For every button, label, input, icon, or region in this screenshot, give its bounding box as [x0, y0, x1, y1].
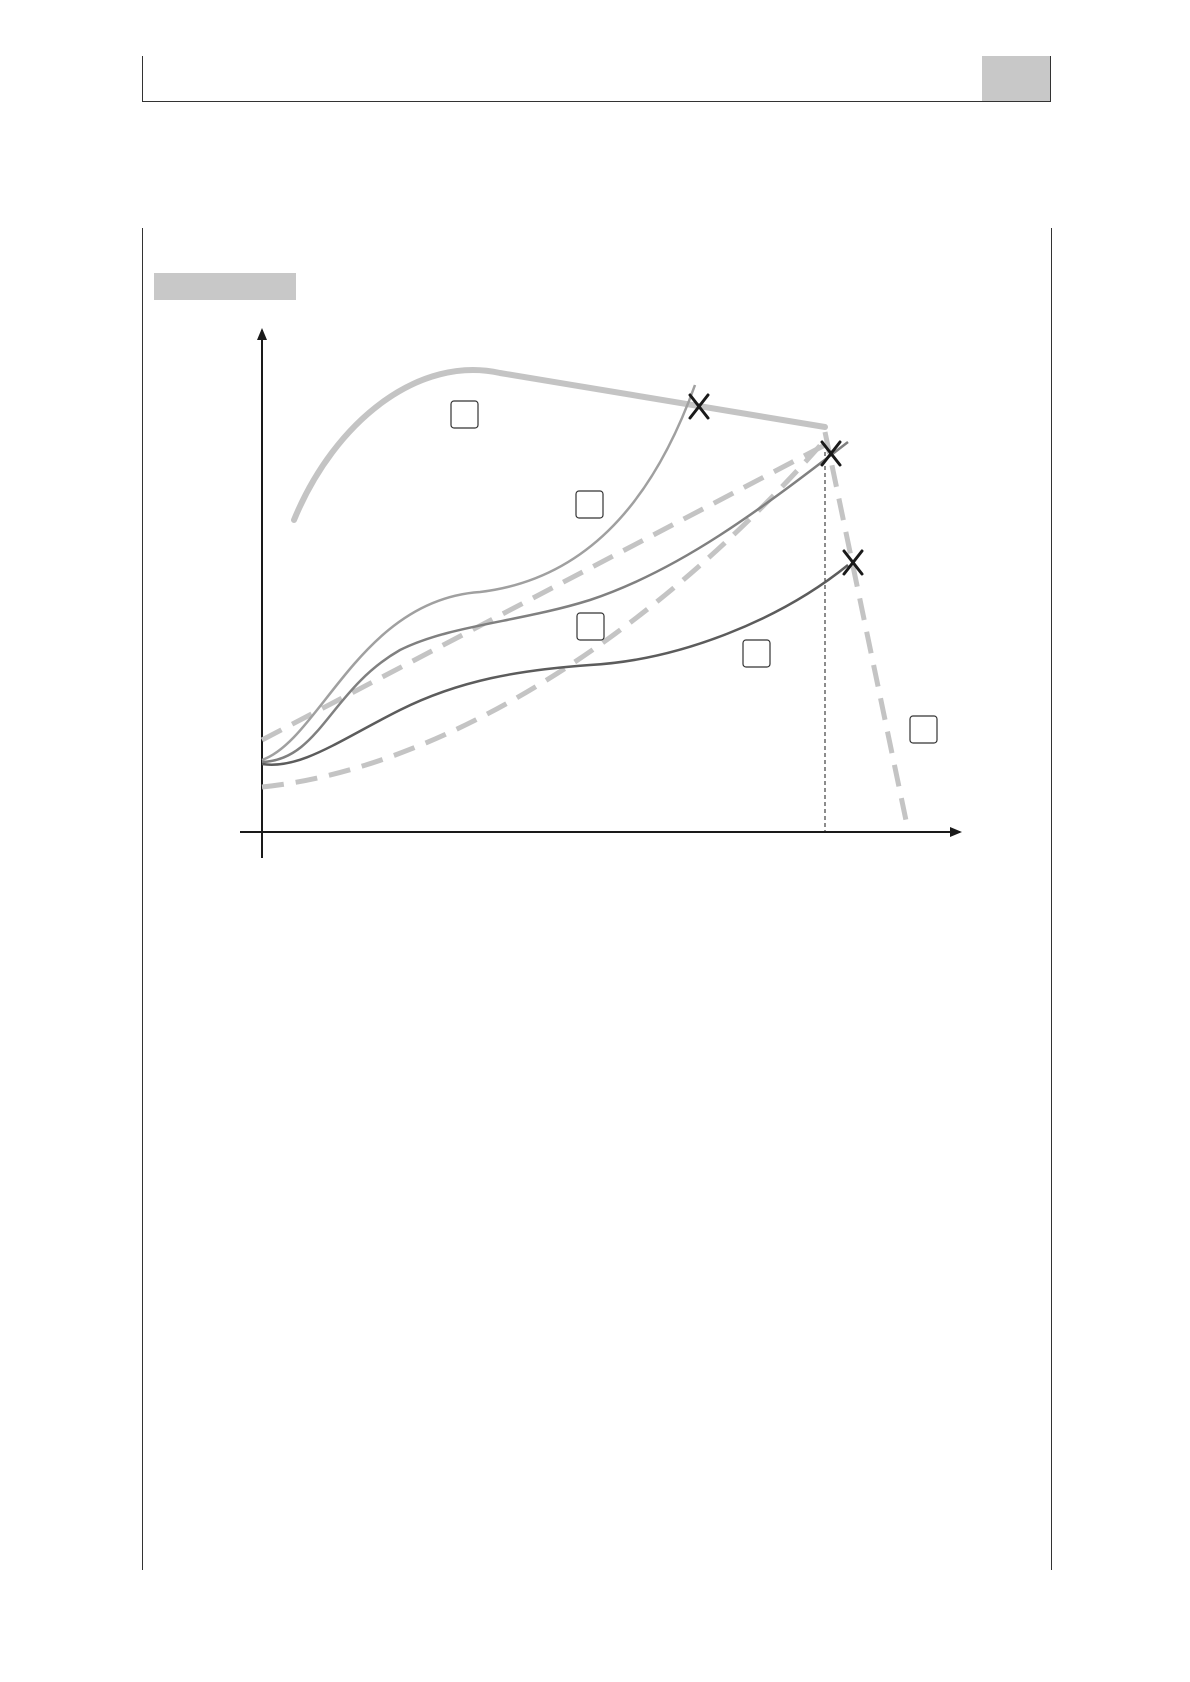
label-box: [577, 613, 604, 640]
label-box: [910, 716, 937, 743]
solid-middle-curve: [262, 442, 848, 762]
label-box: [743, 640, 770, 667]
dashed-parabola-curve: [262, 440, 825, 787]
dashed-drop-line: [825, 432, 908, 830]
label-box: [576, 491, 603, 518]
label-box: [451, 401, 478, 428]
solid-envelope-curve: [294, 370, 825, 520]
